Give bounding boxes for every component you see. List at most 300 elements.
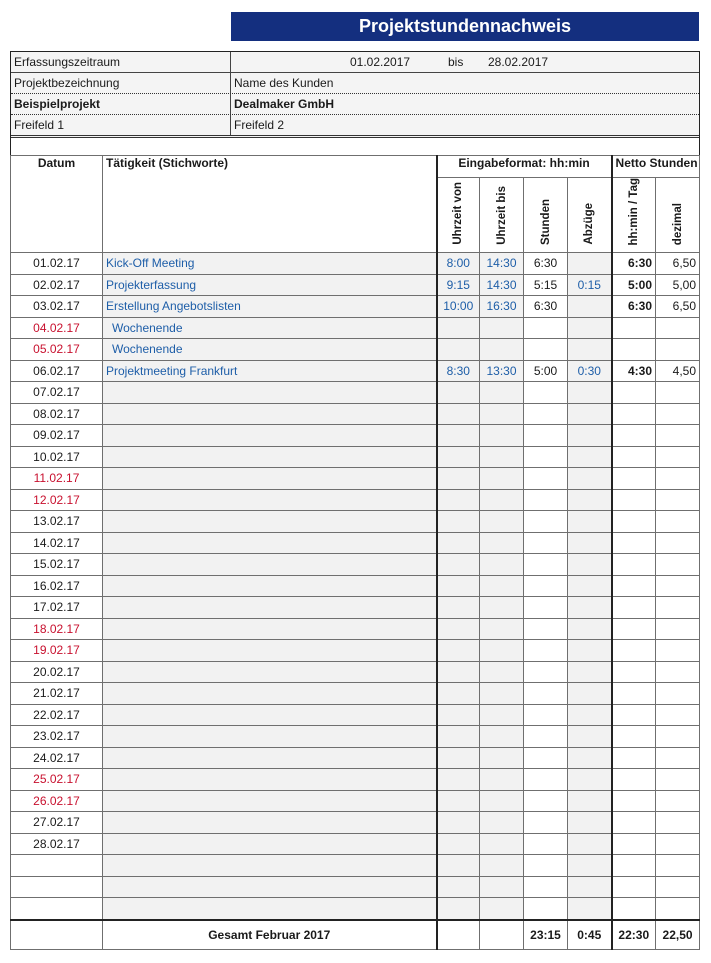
cell-time-from[interactable] [437,833,480,855]
cell-net-hours [612,661,656,683]
cell-deductions[interactable] [568,554,612,576]
table-row [11,833,700,855]
cell-net-hours [612,704,656,726]
cell-time-to[interactable] [480,833,524,855]
cell-net-hours [612,339,656,361]
cell-time-to[interactable] [480,661,524,683]
cell-decimal [656,704,700,726]
table-row [11,704,700,726]
cell-decimal [656,876,700,898]
cell-net-hours: 6:30 [612,296,656,318]
project-value-row [11,94,699,115]
customer-label: Name des Kunden [234,76,334,90]
cell-time-to[interactable] [480,403,524,425]
cell-hours [524,833,568,855]
table-row [11,274,700,296]
cell-activity[interactable] [103,898,437,920]
cell-deductions[interactable] [568,618,612,640]
cell-net-hours [612,317,656,339]
cell-activity[interactable] [103,833,437,855]
cell-date: 22.02.17 [11,704,103,726]
cell-deductions[interactable] [568,597,612,619]
cell-date [11,855,103,877]
table-row [11,876,700,898]
cell-activity[interactable] [103,640,437,662]
cell-net-hours [612,769,656,791]
cell-deductions[interactable] [568,833,612,855]
cell-net-hours [612,898,656,920]
cell-net-hours [612,403,656,425]
cell-decimal [656,403,700,425]
cell-net-hours [612,468,656,490]
cell-time-to[interactable] [480,704,524,726]
header-input-format: Eingabeformat: hh:min [437,156,612,178]
cell-net-hours [612,855,656,877]
cell-time-from[interactable] [437,468,480,490]
cell-hours [524,683,568,705]
cell-date: 20.02.17 [11,661,103,683]
cell-deductions[interactable] [568,855,612,877]
cell-hours [524,661,568,683]
cell-decimal [656,554,700,576]
header-net-hours: Netto Stunden [612,156,700,178]
cell-decimal [656,769,700,791]
table-row [11,296,700,318]
cell-decimal: 6,50 [656,296,700,318]
cell-hours [524,554,568,576]
cell-activity[interactable] [103,403,437,425]
cell-time-from[interactable] [437,769,480,791]
cell-decimal [656,468,700,490]
cell-date: 08.02.17 [11,403,103,425]
cell-time-to[interactable]: 14:30 [480,253,524,275]
cell-time-from[interactable] [437,618,480,640]
cell-deductions[interactable] [568,769,612,791]
cell-time-from[interactable] [437,597,480,619]
cell-activity[interactable] [103,726,437,748]
free-field-1[interactable]: Freifeld 1 [11,115,231,135]
cell-hours [524,597,568,619]
cell-activity[interactable] [103,468,437,490]
cell-date: 05.02.17 [11,339,103,361]
cell-time-to[interactable] [480,468,524,490]
cell-activity[interactable] [103,446,437,468]
cell-hours [524,403,568,425]
table-row [11,339,700,361]
cell-time-to[interactable]: 16:30 [480,296,524,318]
cell-time-from[interactable]: 9:15 [437,274,480,296]
cell-time-to[interactable] [480,640,524,662]
cell-deductions[interactable] [568,532,612,554]
cell-time-from[interactable] [437,726,480,748]
table-row [11,511,700,533]
cell-deductions[interactable] [568,468,612,490]
cell-hours [524,876,568,898]
cell-activity[interactable]: Projekterfassung [103,274,437,296]
cell-hours [524,898,568,920]
cell-time-to[interactable] [480,683,524,705]
table-row [11,769,700,791]
cell-date: 01.02.17 [11,253,103,275]
cell-deductions[interactable] [568,296,612,318]
cell-time-to[interactable] [480,597,524,619]
table-row [11,747,700,769]
table-row [11,446,700,468]
cell-deductions[interactable] [568,489,612,511]
table-row [11,554,700,576]
header-to: Uhrzeit bis [480,177,524,253]
cell-net-hours [612,425,656,447]
cell-time-to[interactable]: 14:30 [480,274,524,296]
cell-activity[interactable] [103,511,437,533]
free-field-2[interactable]: Freifeld 2 [234,118,285,132]
cell-time-from[interactable] [437,812,480,834]
cell-deductions[interactable] [568,317,612,339]
cell-deductions[interactable]: 0:30 [568,360,612,382]
cell-net-hours [612,640,656,662]
cell-activity[interactable]: Wochenende [103,339,437,361]
cell-date: 18.02.17 [11,618,103,640]
cell-time-from[interactable] [437,640,480,662]
cell-date: 15.02.17 [11,554,103,576]
cell-date: 07.02.17 [11,382,103,404]
cell-decimal [656,339,700,361]
cell-hours [524,446,568,468]
cell-time-to[interactable] [480,855,524,877]
free-fields-row [11,115,699,138]
cell-activity[interactable]: Projektmeeting Frankfurt [103,360,437,382]
cell-net-hours [612,489,656,511]
period-from[interactable]: 01.02.2017 [350,55,411,69]
cell-net-hours: 4:30 [612,360,656,382]
header-hours: Stunden [524,177,568,253]
cell-time-to[interactable] [480,747,524,769]
cell-decimal [656,511,700,533]
cell-activity[interactable] [103,683,437,705]
cell-hours [524,532,568,554]
cell-hours [524,704,568,726]
cell-activity[interactable] [103,855,437,877]
cell-net-hours [612,446,656,468]
header-decimal: dezimal [656,177,700,253]
cell-time-to[interactable] [480,812,524,834]
cell-time-from[interactable] [437,489,480,511]
cell-activity[interactable] [103,747,437,769]
cell-decimal [656,790,700,812]
table-row [11,360,700,382]
cell-activity[interactable] [103,532,437,554]
cell-time-to[interactable] [480,511,524,533]
cell-decimal [656,812,700,834]
cell-time-from[interactable]: 10:00 [437,296,480,318]
cell-time-from[interactable] [437,446,480,468]
cell-activity[interactable] [103,704,437,726]
cell-activity[interactable] [103,554,437,576]
table-row [11,425,700,447]
cell-activity[interactable] [103,489,437,511]
cell-time-from[interactable] [437,747,480,769]
table-row [11,855,700,877]
cell-deductions[interactable] [568,812,612,834]
cell-decimal [656,640,700,662]
cell-date [11,876,103,898]
cell-decimal [656,446,700,468]
cell-decimal [656,833,700,855]
cell-net-hours [612,382,656,404]
cell-deductions[interactable] [568,661,612,683]
cell-date: 09.02.17 [11,425,103,447]
period-label: Erfassungszeitraum [11,52,231,72]
cell-date: 17.02.17 [11,597,103,619]
cell-hours [524,468,568,490]
cell-activity[interactable] [103,575,437,597]
cell-hours [524,618,568,640]
cell-decimal [656,532,700,554]
cell-time-to[interactable] [480,446,524,468]
cell-decimal [656,489,700,511]
cell-decimal: 5,00 [656,274,700,296]
total-net: 22:30 [612,920,656,950]
cell-activity[interactable] [103,790,437,812]
cell-date: 11.02.17 [11,468,103,490]
table-body [11,253,700,920]
cell-deductions[interactable] [568,683,612,705]
cell-date: 06.02.17 [11,360,103,382]
cell-hours [524,855,568,877]
cell-hours: 5:00 [524,360,568,382]
table-row [11,683,700,705]
cell-hours: 5:15 [524,274,568,296]
cell-date: 16.02.17 [11,575,103,597]
cell-decimal [656,317,700,339]
table-row [11,597,700,619]
cell-time-from[interactable] [437,704,480,726]
cell-date [11,898,103,920]
header-hhmm-day: hh:min / Tag [612,177,656,253]
cell-net-hours [612,726,656,748]
cell-time-from[interactable] [437,382,480,404]
cell-decimal: 4,50 [656,360,700,382]
cell-deductions[interactable] [568,640,612,662]
cell-activity[interactable] [103,597,437,619]
period-row [11,52,699,73]
cell-net-hours [612,747,656,769]
cell-net-hours [612,511,656,533]
cell-time-from[interactable] [437,317,480,339]
cell-time-to[interactable] [480,726,524,748]
header-from: Uhrzeit von [437,177,480,253]
cell-deductions[interactable] [568,425,612,447]
cell-time-to[interactable] [480,425,524,447]
cell-deductions[interactable] [568,446,612,468]
cell-net-hours [612,575,656,597]
cell-deductions[interactable] [568,253,612,275]
total-label: Gesamt Februar 2017 [103,920,437,950]
cell-decimal [656,855,700,877]
cell-decimal [656,661,700,683]
table-row [11,468,700,490]
cell-time-to[interactable] [480,554,524,576]
cell-decimal [656,683,700,705]
project-value[interactable]: Beispielprojekt [11,94,231,114]
cell-activity[interactable]: Erstellung Angebotslisten [103,296,437,318]
cell-hours [524,317,568,339]
cell-deductions[interactable] [568,403,612,425]
cell-net-hours: 6:30 [612,253,656,275]
cell-time-to[interactable] [480,489,524,511]
cell-decimal [656,575,700,597]
cell-date: 27.02.17 [11,812,103,834]
header-deductions: Abzüge [568,177,612,253]
cell-date: 13.02.17 [11,511,103,533]
cell-hours [524,726,568,748]
period-separator: bis [448,55,464,69]
project-info-block [10,51,700,159]
header-activity: Tätigkeit (Stichworte) [103,156,437,253]
cell-deductions[interactable] [568,790,612,812]
cell-time-from[interactable] [437,339,480,361]
cell-date: 10.02.17 [11,446,103,468]
cell-time-to[interactable] [480,532,524,554]
cell-deductions[interactable] [568,382,612,404]
customer-value[interactable]: Dealmaker GmbH [234,97,335,111]
table-row [11,618,700,640]
cell-time-from[interactable] [437,790,480,812]
cell-time-to[interactable] [480,317,524,339]
total-deductions: 0:45 [568,920,612,950]
cell-hours [524,425,568,447]
cell-time-to[interactable] [480,769,524,791]
total-empty-from [437,920,480,950]
total-empty-date [11,920,103,950]
hours-table [10,155,700,950]
cell-time-from[interactable] [437,403,480,425]
table-row [11,898,700,920]
cell-time-from[interactable] [437,511,480,533]
cell-deductions[interactable]: 0:15 [568,274,612,296]
cell-deductions[interactable] [568,726,612,748]
cell-deductions[interactable] [568,511,612,533]
cell-decimal [656,597,700,619]
cell-time-to[interactable] [480,382,524,404]
cell-time-to[interactable] [480,618,524,640]
table-row [11,661,700,683]
cell-time-to[interactable] [480,898,524,920]
cell-deductions[interactable] [568,575,612,597]
table-row [11,640,700,662]
cell-activity[interactable] [103,425,437,447]
cell-hours: 6:30 [524,296,568,318]
cell-date: 21.02.17 [11,683,103,705]
cell-decimal [656,618,700,640]
header-row-top [11,156,700,178]
cell-date: 24.02.17 [11,747,103,769]
period-to[interactable]: 28.02.2017 [488,55,549,69]
cell-decimal: 6,50 [656,253,700,275]
cell-activity[interactable] [103,661,437,683]
table-row [11,403,700,425]
cell-net-hours [612,833,656,855]
cell-date: 26.02.17 [11,790,103,812]
cell-time-from[interactable] [437,855,480,877]
cell-hours [524,339,568,361]
cell-hours [524,747,568,769]
table-row [11,790,700,812]
cell-hours [524,790,568,812]
cell-time-from[interactable] [437,876,480,898]
cell-net-hours [612,876,656,898]
cell-time-from[interactable] [437,575,480,597]
table-row [11,812,700,834]
cell-hours [524,511,568,533]
cell-activity[interactable] [103,812,437,834]
cell-hours: 6:30 [524,253,568,275]
cell-hours [524,575,568,597]
total-decimal: 22,50 [656,920,700,950]
total-empty-to [480,920,524,950]
cell-activity[interactable] [103,876,437,898]
cell-hours [524,769,568,791]
cell-time-to[interactable]: 13:30 [480,360,524,382]
table-row [11,317,700,339]
page-title: Projektstundennachweis [231,12,699,41]
cell-time-to[interactable] [480,339,524,361]
cell-hours [524,489,568,511]
cell-activity[interactable]: Kick-Off Meeting [103,253,437,275]
cell-time-from[interactable] [437,425,480,447]
cell-deductions[interactable] [568,339,612,361]
total-hours: 23:15 [524,920,568,950]
cell-time-from[interactable] [437,898,480,920]
cell-net-hours [612,618,656,640]
cell-deductions[interactable] [568,876,612,898]
cell-date: 23.02.17 [11,726,103,748]
cell-time-from[interactable] [437,554,480,576]
cell-net-hours [612,597,656,619]
header-date: Datum [11,156,103,253]
cell-time-from[interactable] [437,683,480,705]
cell-deductions[interactable] [568,704,612,726]
cell-date: 14.02.17 [11,532,103,554]
cell-deductions[interactable] [568,747,612,769]
cell-deductions[interactable] [568,898,612,920]
cell-time-from[interactable]: 8:00 [437,253,480,275]
cell-net-hours [612,532,656,554]
table-row [11,253,700,275]
cell-hours [524,812,568,834]
cell-date: 02.02.17 [11,274,103,296]
cell-time-to[interactable] [480,575,524,597]
cell-activity[interactable] [103,382,437,404]
cell-decimal [656,382,700,404]
cell-time-to[interactable] [480,876,524,898]
total-row [11,920,700,950]
cell-activity[interactable]: Wochenende [103,317,437,339]
cell-time-from[interactable]: 8:30 [437,360,480,382]
cell-time-from[interactable] [437,661,480,683]
cell-time-to[interactable] [480,790,524,812]
cell-net-hours: 5:00 [612,274,656,296]
cell-activity[interactable] [103,618,437,640]
cell-decimal [656,726,700,748]
cell-decimal [656,425,700,447]
cell-time-from[interactable] [437,532,480,554]
cell-date: 19.02.17 [11,640,103,662]
cell-net-hours [612,812,656,834]
cell-activity[interactable] [103,769,437,791]
cell-net-hours [612,790,656,812]
table-row [11,382,700,404]
